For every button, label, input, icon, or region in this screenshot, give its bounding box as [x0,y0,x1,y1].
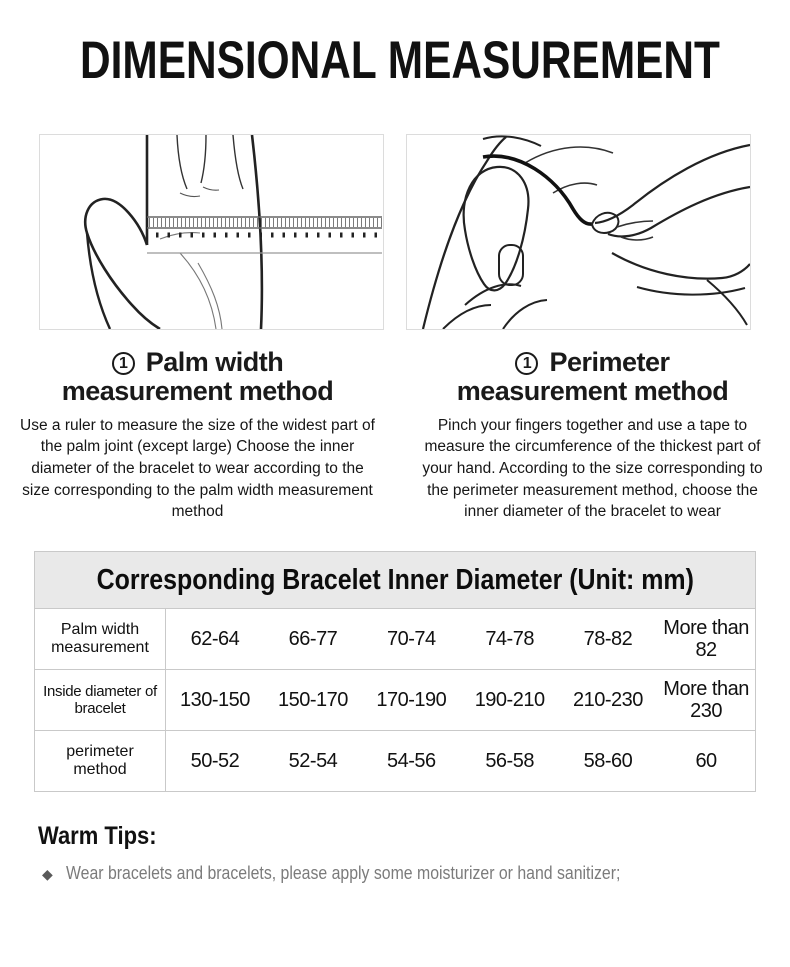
table-cell: 50-52 [166,731,264,792]
table-cell: 190-210 [460,670,558,731]
methods-row [0,348,790,523]
palm-width-figure [39,134,384,330]
table-cell: 70-74 [362,609,460,670]
size-table-title: Corresponding Bracelet Inner Diameter (Unit: mm) [35,552,756,609]
row-label: Palm width measurement [35,609,166,670]
table-row [35,609,756,670]
method-title-line2: measurement method [61,376,334,407]
warm-tips-heading: Warm Tips: [38,822,157,851]
table-cell: 150-170 [264,670,362,731]
diamond-bullet-icon: ◆ [42,866,53,883]
table-cell: 56-58 [460,731,558,792]
table-cell: 54-56 [362,731,460,792]
table-cell: More than 82 [657,609,755,670]
perimeter-method [395,348,790,523]
palm-width-ruler-illustration [40,135,383,329]
table-cell: 66-77 [264,609,362,670]
illustrations-row [0,134,790,330]
circled-one-icon: 1 [515,352,538,375]
table-cell: 74-78 [460,609,558,670]
perimeter-method-description: Pinch your fingers together and use a tape to measure the circumference of the thickest part of your hand. According to the size corresponding to the perimeter measurement method, choose the inner diameter of the bracelet to wear [422,416,763,521]
circled-one-icon: 1 [112,352,135,375]
row-label: perimeter method [35,731,166,792]
perimeter-method-heading [407,348,778,406]
table-cell: More than 230 [657,670,755,731]
size-table [34,551,756,792]
page-title: DIMENSIONAL MEASUREMENT [79,31,720,90]
table-cell: 58-60 [559,731,657,792]
size-table-header-row [35,552,756,609]
warm-tips-section [38,822,790,884]
perimeter-figure [406,134,751,330]
warm-tip-text: Wear bracelets and bracelets, please apply some moisturizer or hand sanitizer; [65,863,621,884]
table-cell: 170-190 [362,670,460,731]
warm-tip-item [42,863,790,884]
table-cell: 62-64 [166,609,264,670]
table-cell: 210-230 [559,670,657,731]
method-title-line2: measurement method [456,376,729,407]
perimeter-tape-illustration [407,135,750,329]
method-title-line1: Palm width [145,347,284,378]
table-cell: 78-82 [559,609,657,670]
table-row [35,731,756,792]
table-cell: 52-54 [264,731,362,792]
table-cell: 130-150 [166,670,264,731]
table-cell: 60 [657,731,755,792]
row-label: Inside diameter of bracelet [35,670,166,731]
method-title-line1: Perimeter [549,347,670,378]
palm-width-method-description: Use a ruler to measure the size of the widest part of the palm joint (except large) Choose the inner diameter of the bracelet to wear according to the size corresponding to the palm width measurement method [20,416,375,521]
palm-width-method [0,348,395,523]
product-measurement-page [0,32,790,967]
palm-width-method-heading [12,348,383,406]
table-row [35,670,756,731]
